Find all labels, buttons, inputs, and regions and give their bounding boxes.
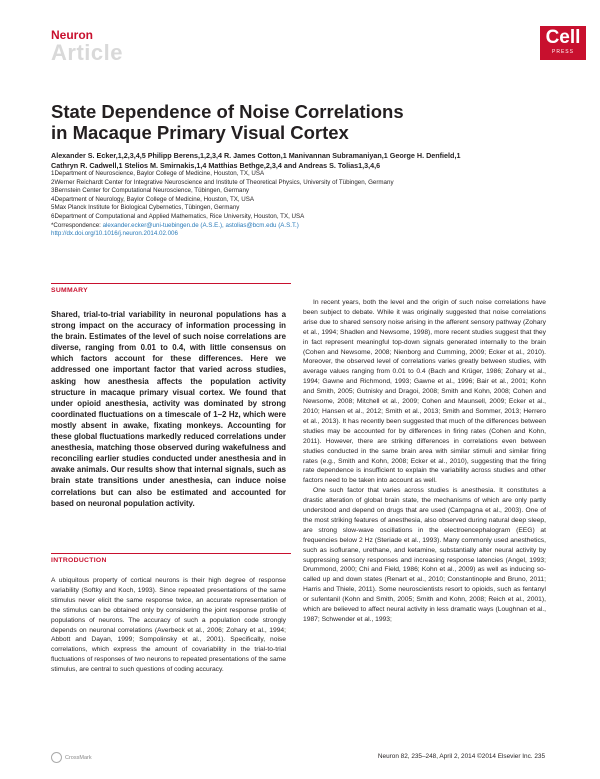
summary-paragraph: Shared, trial-to-trial variability in neuronal populations has a strong impact on the accuracy of information processing in the brain. Estimates of the level of such noise correlations are diverse, ranging from 0.01 to 0.4, with little consensus on which factors account for these differences. Here we addressed one important factor that varied across studies, asking how anesthesia affects the population activity structure in macaque primary visual cortex. We found that under opioid anesthesia, activity was dominated by strong coordinated fluctuations on a timescale of 1–2 Hz, which were mostly absent in awake, fixating monkeys. Accounting for these global fluctuations markedly reduced correlations under anesthesia, matching those observed during wakefulness and reconciling earlier studies conducted under anesthesia and in awake animals. Our results show that internal signals, such as brain state transitions under anesthesia, can induce noise correlations but can also be estimated and accounted for based on neuronal population activity. xyxy=(51,310,286,508)
journal-name: Neuron xyxy=(51,28,93,42)
authors-line-1: Alexander S. Ecker,1,2,3,4,5 Philipp Berens,1,2,3,4 R. James Cotton,1 Manivannan Subramaniyan,1 George H. Denfield,1 xyxy=(51,151,461,160)
summary-text xyxy=(51,309,286,509)
correspondence-emails[interactable]: alexander.ecker@uni-tuebingen.de (A.S.E.), astolias@bcm.edu (A.S.T.) xyxy=(102,221,299,229)
cell-press-logo xyxy=(540,26,586,60)
correspondence-label: *Correspondence: xyxy=(51,221,103,229)
intro-text xyxy=(51,576,286,675)
page-footer: Neuron 82, 235–248, April 2, 2014 ©2014 Elsevier Inc. 235 xyxy=(377,753,545,760)
affiliations xyxy=(51,170,571,239)
affiliation: 5Max Planck Institute for Biological Cybernetics, Tübingen, Germany xyxy=(51,204,240,212)
summary-rule xyxy=(51,283,291,284)
intro-rule xyxy=(51,553,291,554)
author-list xyxy=(51,151,571,170)
affiliation: 2Werner Reichardt Center for Integrative Neuroscience and Institute of Theoretical Physics, University of Tübingen, Germany xyxy=(51,178,394,186)
logo-main-text: Cell xyxy=(545,27,581,48)
affiliation: 6Department of Computational and Applied Mathematics, Rice University, Houston, TX, USA xyxy=(51,212,305,220)
doi-link[interactable]: http://dx.doi.org/10.1016/j.neuron.2014.02.006 xyxy=(51,230,178,238)
intro-heading: INTRODUCTION xyxy=(51,557,107,564)
title-line-1: State Dependence of Noise Correlations xyxy=(51,101,404,122)
paper-title xyxy=(51,101,531,143)
intro-paragraph: A ubiquitous property of cortical neurons is their high degree of response variability (Softky and Koch, 1993). Since repeated presentations of the same stimulus never elicit the same response twice, an accurate representation of the stimulus can be obtained only by considering the joint response profile of populations of neurons. The accuracy of such a population code strongly depends on neuronal correlations (Averbeck et al., 2006; Zohary et al., 1994; Abbott and Dayan, 1999; Sompolinsky et al., 2001). Specifically, noise correlations, which express the amount of covariability in the trial-to-trial fluctuations of responses of two neurons to repeated presentations of the same stimulus, are central to such questions of coding accuracy. xyxy=(51,577,286,674)
summary-heading: SUMMARY xyxy=(51,287,88,294)
authors-line-2: Cathryn R. Cadwell,1 Stelios M. Smirnakis,1,4 Matthias Bethge,2,3,4 and Andreas S. Tolias1,3,4,6 xyxy=(51,160,381,170)
affiliation: 4Department of Neurology, Baylor College of Medicine, Houston, TX, USA xyxy=(51,195,255,203)
affiliation: 3Bernstein Center for Computational Neuroscience, Tübingen, Germany xyxy=(51,187,249,195)
title-line-2: in Macaque Primary Visual Cortex xyxy=(51,122,349,143)
affiliation: 1Department of Neuroscience, Baylor College of Medicine, Houston, TX, USA xyxy=(51,170,265,177)
right-paragraph-1: In recent years, both the level and the origin of such noise correlations have been subject to debate. While it was originally suggested that noise correlations arise due to shared sensory noise arising in the afferent sensory pathway (Zohary et al., 1994; Shadlen and Newsome, 1998), more recent studies suggest that they in fact represent meaningful top-down signals generated internally to the brain (Cohen and Newsome, 2008; Nienborg and Cumming, 2009; Ecker et al., 2010). Moreover, the observed level of correlations varies greatly between studies, with average values ranging from 0.01 to 0.4 (Bach and Krüger, 1986; Zohary et al., 1994; Gawne and Richmond, 1993; Gawne et al., 1996; Bair et al., 2001; Kohn and Smith, 2005; Gutnisky and Dragoi, 2008; Smith and Kohn, 2008; Cohen and Newsome, 2008; Mitchell et al., 2009; Cohen and Maunsell, 2009; Ecker et al., 2010; Hansen et al., 2012; Smith et al., 2013; Smith and Sommer, 2013; Herrero et al., 2013). It has recently been suggested that much of the differences between studies may be accounted for by differences in firing rates (Cohen and Kohn, 2011). However, there are striking differences in correlations even between studies conducted in the same brain area with similar stimuli and similar firing rates (e.g., Smith and Kohn, 2008; Ecker et al., 2010), suggesting that the firing rate dependence is insufficient to explain the variability across studies and other factors need to be taken into account as well. xyxy=(303,299,546,485)
crossmark-label: CrossMark xyxy=(65,754,92,761)
right-column xyxy=(303,298,546,625)
correspondence xyxy=(51,222,571,231)
logo-sub-text: PRESS xyxy=(552,49,574,55)
article-type: Article xyxy=(51,40,123,65)
crossmark-icon xyxy=(51,752,62,763)
crossmark-badge[interactable] xyxy=(51,752,92,763)
right-paragraph-2: One such factor that varies across studies is anesthesia. It constitutes a drastic alteration of global brain state, the mechanisms of which are only partly understood and depend on drugs that are used (Campagna et al., 2003). One of the most striking features of anesthesia, also observed during natural deep sleep, are strong slow-wave oscillations in the electroencephalogram (EEG) at frequencies below 2 Hz (Steriade et al., 1993). Many commonly used anesthetics, such as isoflurane, urethane, and ketamine, substantially alter neural activity by suppressing sensory responses and increasing response latencies (Angel, 1993; Drummond, 2000; Chi and Field, 1986; Kohn et al., 2009) as well as inducing so-called up and down states (Renart et al., 2010; Constantinople and Bruno, 2011; Harris and Thiele, 2011). Some neuroscientists resort to opioids, such as fentanyl or sufentanil (Kohn and Smith, 2005; Smith and Kohn, 2008; Reich et al., 2001), which are believed to affect neural activity in less dramatic ways (Loughnan et al., 1987; Schwender et al., 1993; xyxy=(303,487,546,623)
